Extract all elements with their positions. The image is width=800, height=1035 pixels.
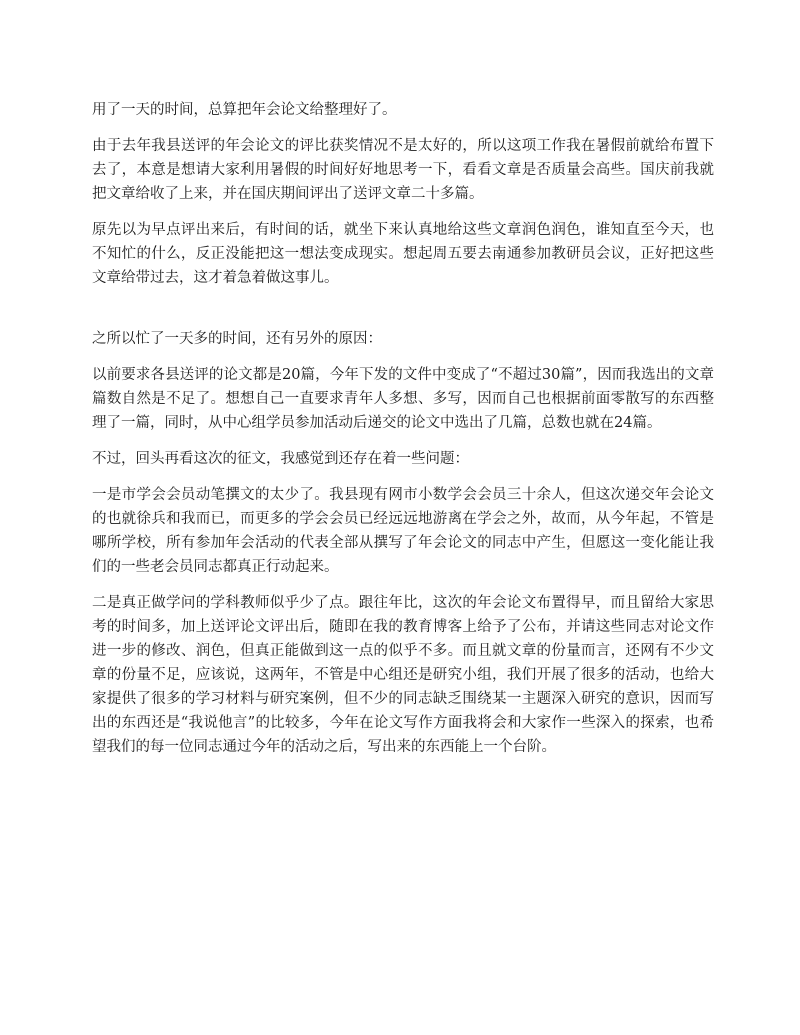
document-body [92,98,714,771]
paragraph-reason-detail: 以前要求各县送评的论文都是20篇，今年下发的文件中变成了“不超过30篇”，因而我选出的文章篇数自然是不足了。想想自己一直要求青年人多想、多写，因而自己也根据前面零散写的东西整理了一篇，同时，从中心组学员参加活动后递交的论文中选出了几篇，总数也就在24篇。 [92,367,714,431]
paragraph-plan: 原先以为早点评出来后，有时间的话，就坐下来认真地给这些文章润色润色，谁知直至今天，也不知忙的什么，反正没能把这一想法变成现实。想起周五要去南通参加教研员会议，正好把这些文章给带过去，这才着急着做这事儿。 [92,222,714,286]
paragraph-background: 由于去年我县送评的年会论文的评比获奖情况不是太好的，所以这项工作我在暑假前就给布置下去了，本意是想请大家利用暑假的时间好好地思考一下，看看文章是否质量会高些。国庆前我就把文章给收了上来，并在国庆期间评出了送评文章二十多篇。 [92,138,714,202]
paragraph-problem-two: 二是真正做学问的学科教师似乎少了点。跟往年比，这次的年会论文布置得早，而且留给大家思考的时间多，加上送评论文评出后，随即在我的教育博客上给予了公布，并请这些同志对论文作进一步的修改、润色，但真正能做到这一点的似乎不多。而且就文章的份量而言，还网有不少文章的份量不足，应该说，这两年，不管是中心组还是研究小组，我们开展了很多的活动，也给大家提供了很多的学习材料与研究案例，但不少的同志缺乏围绕某一主题深入研究的意识，因而写出的东西还是“我说他言”的比较多，今年在论文写作方面我将会和大家作一些深入的探索，也希望我们的每一位同志通过今年的活动之后，写出来的东西能上一个台阶。 [92,595,714,755]
paragraph-reason-heading: 之所以忙了一天多的时间，还有另外的原因： [92,331,382,347]
paragraph-problem-one: 一是市学会会员动笔撰文的太少了。我县现有网市小数学会会员三十余人，但这次递交年会论文的也就徐兵和我而已，而更多的学会会员已经远远地游离在学会之外，故而，从今年起，不管是哪所学校，所有参加年会活动的代表全部从撰写了年会论文的同志中产生，但愿这一变化能让我们的一些老会员同志都真正行动起来。 [92,487,714,575]
paragraph-problems-heading: 不过，回头再看这次的征文，我感觉到还存在着一些问题： [92,451,469,467]
paragraph-intro: 用了一天的时间，总算把年会论文给整理好了。 [92,102,397,118]
